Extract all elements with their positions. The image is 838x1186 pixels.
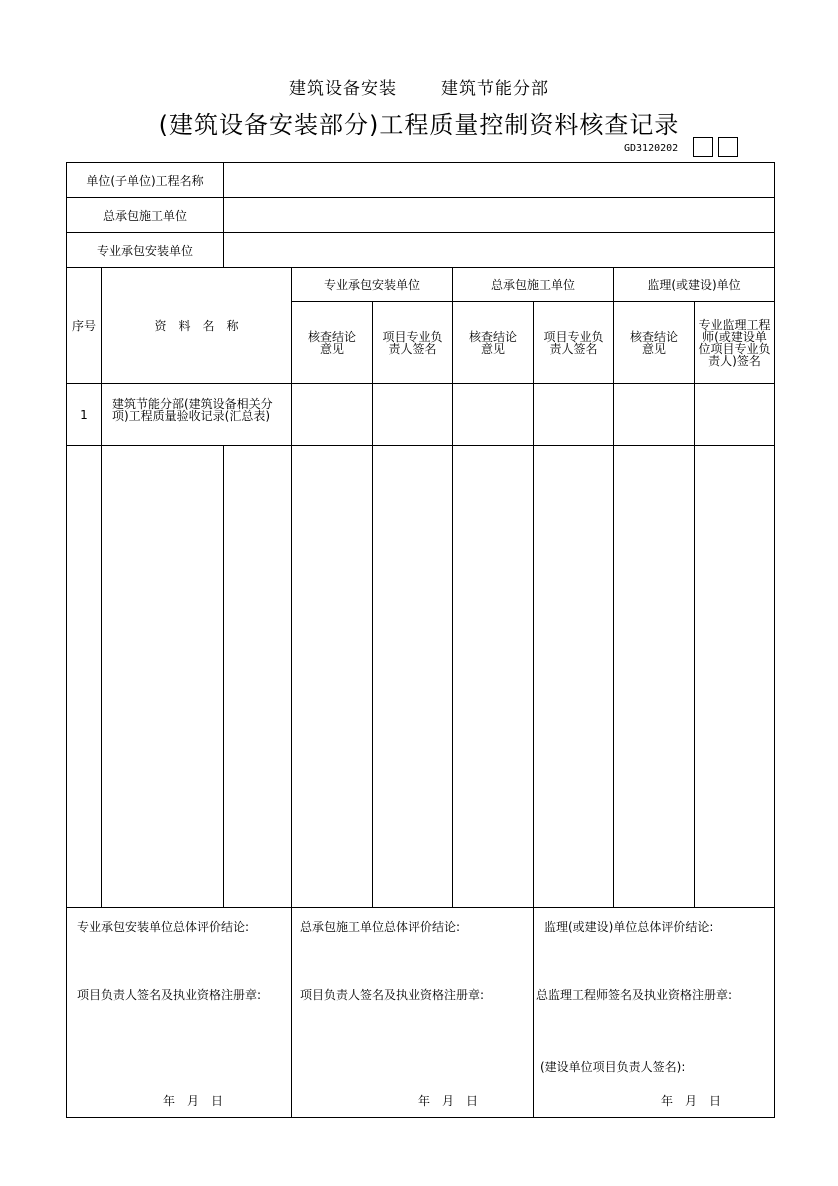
- blank-sign-3[interactable]: [695, 446, 775, 908]
- blank-sign-1[interactable]: [373, 446, 453, 908]
- general-sign-label: 项目负责人签名及执业资格注册章:: [300, 988, 485, 1002]
- row-1-conclusion-2[interactable]: [453, 384, 534, 446]
- code-box-1[interactable]: [693, 137, 713, 157]
- row-1-sign-2[interactable]: [534, 384, 614, 446]
- info-row-unit-project: [67, 163, 775, 198]
- col-name-header: 资 料 名 称: [102, 268, 292, 384]
- group-general-header: 总承包施工单位: [453, 268, 614, 302]
- sub-sign-3: 专业监理工程师(或建设单位项目专业负责人)签名: [695, 302, 775, 384]
- general-contractor-field[interactable]: [224, 198, 775, 233]
- info-row-specialty-contractor: [67, 233, 775, 268]
- sub-conclusion-3: 核查结论意见: [614, 302, 695, 384]
- blank-name-cell[interactable]: [102, 446, 224, 908]
- specialty-date: 年 月 日: [163, 1094, 224, 1108]
- general-date: 年 月 日: [418, 1094, 479, 1108]
- unit-project-field[interactable]: [224, 163, 775, 198]
- row-1-conclusion-3[interactable]: [614, 384, 695, 446]
- blank-conclusion-2[interactable]: [453, 446, 534, 908]
- general-eval-label: 总承包施工单位总体评价结论:: [300, 920, 461, 934]
- blank-conclusion-1[interactable]: [292, 446, 373, 908]
- col-seq-header: 序号: [67, 268, 102, 384]
- form-code: GD3120202: [624, 143, 679, 154]
- group-specialty-header: 专业承包安装单位: [292, 268, 453, 302]
- supervision-date: 年 月 日: [661, 1094, 722, 1108]
- footer-row: [67, 908, 775, 1118]
- sub-sign-2: 项目专业负责人签名: [534, 302, 614, 384]
- sub-conclusion-1: 核查结论意见: [292, 302, 373, 384]
- unit-project-label: 单位(子单位)工程名称: [67, 163, 224, 198]
- header-row-groups: [67, 268, 775, 302]
- row-1-sign-3[interactable]: [695, 384, 775, 446]
- specialty-evaluation-block[interactable]: [67, 908, 292, 1118]
- code-box-2[interactable]: [718, 137, 738, 157]
- specialty-eval-label: 专业承包安装单位总体评价结论:: [77, 920, 250, 934]
- specialty-sign-label: 项目负责人签名及执业资格注册章:: [77, 988, 262, 1002]
- specialty-contractor-field[interactable]: [224, 233, 775, 268]
- row-1-conclusion-1[interactable]: [292, 384, 373, 446]
- blank-seq-cell[interactable]: [67, 446, 102, 908]
- blank-sign-2[interactable]: [534, 446, 614, 908]
- supervision-sign-label: 总监理工程师签名及执业资格注册章:: [536, 988, 733, 1002]
- form-title: (建筑设备安装部分)工程质量控制资料核查记录: [158, 111, 680, 139]
- row-1-name: 建筑节能分部(建筑设备相关分项)工程质量验收记录(汇总表): [102, 384, 292, 446]
- row-1-seq: 1: [67, 384, 102, 446]
- blank-conclusion-3[interactable]: [614, 446, 695, 908]
- table-row: [67, 384, 775, 446]
- owner-sign-label: (建设单位项目负责人签名):: [540, 1060, 686, 1074]
- supervision-eval-label: 监理(或建设)单位总体评价结论:: [544, 920, 714, 934]
- supervision-evaluation-block[interactable]: [534, 908, 775, 1118]
- sub-sign-1: 项目专业负责人签名: [373, 302, 453, 384]
- sub-conclusion-2: 核查结论意见: [453, 302, 534, 384]
- general-evaluation-block[interactable]: [292, 908, 534, 1118]
- title-left: 建筑设备安装: [289, 79, 397, 99]
- group-supervision-header: 监理(或建设)单位: [614, 268, 775, 302]
- title-right: 建筑节能分部: [441, 79, 549, 99]
- form-subtitle: [0, 74, 838, 99]
- info-row-general-contractor: [67, 198, 775, 233]
- row-1-sign-1[interactable]: [373, 384, 453, 446]
- specialty-contractor-label: 专业承包安装单位: [67, 233, 224, 268]
- inspection-record-table: [66, 162, 775, 1118]
- table-row-blank: [67, 446, 775, 908]
- blank-gap-cell: [224, 446, 292, 908]
- general-contractor-label: 总承包施工单位: [67, 198, 224, 233]
